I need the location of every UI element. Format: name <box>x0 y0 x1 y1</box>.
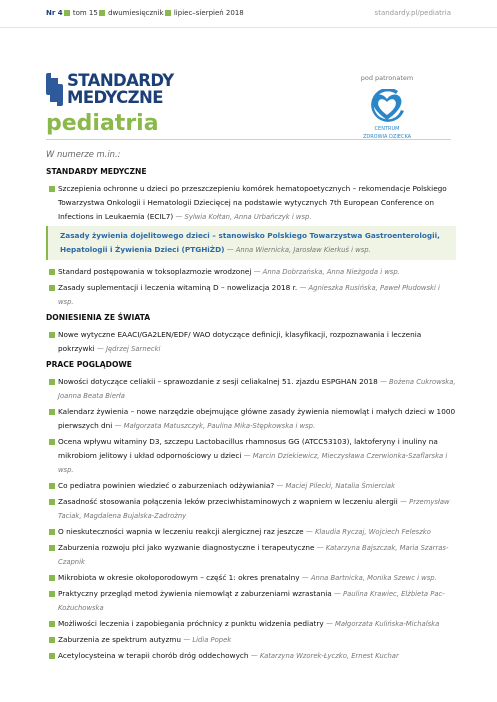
article-title: Kalendarz żywienia – nowe narzędzie obejmujące główne zasady żywienia niemowląt i małych dzieci w 1000 pierwszych dni <box>58 407 456 430</box>
article-item[interactable] <box>46 633 456 647</box>
bullet-square-icon <box>49 529 55 535</box>
article-title: Zasady suplementacji i leczenia witaminą D – nowelizacja 2018 r. <box>58 283 298 292</box>
article-title: Co pediatra powinien wiedzieć o zaburzeniach odżywiania? <box>58 481 275 490</box>
patronage-label: pod patronatem <box>360 74 414 82</box>
bullet-square-icon <box>49 621 55 627</box>
article-title: Nowe wytyczne EAACI/GA2LEN/EDF/ WAO dotyczące definicji, klasyfikacji, rozpoznawania i leczenia pokrzywki <box>58 330 422 353</box>
article-title: O nieskuteczności wapnia w leczeniu reakcji alergicznej raz jeszcze <box>58 527 304 536</box>
article-item[interactable] <box>46 435 456 477</box>
article-authors: — Katarzyna Wzorek-Łyczko, Ernest Kuchar <box>250 652 399 660</box>
centrum-zdrowia-dziecka-logo-icon <box>368 89 406 125</box>
article-item[interactable] <box>46 617 456 631</box>
article-item[interactable] <box>46 265 456 279</box>
article-title: Możliwości leczenia i zapobiegania próchnicy z punktu widzenia pediatry <box>58 619 324 628</box>
article-authors: — Marcin Dziekiewicz, Mieczysława Czerwionka-Szaflarska i wsp. <box>58 452 448 474</box>
article-title: Ocena wpływu witaminy D3, szczepu Lactobacillus rhamnosus GG (ATCC53103), laktoferyny i inuliny na mikrobiom jelitowy i układ odpornościowy u dzieci <box>58 437 438 460</box>
article-item[interactable] <box>46 587 456 615</box>
article-authors: — Paulina Krawiec, Elżbieta Pac-Kożuchowska <box>58 590 445 612</box>
logo-mark-icon <box>46 73 63 106</box>
article-item[interactable] <box>46 182 456 224</box>
article-authors: — Sylwia Kołtan, Anna Urbańczyk i wsp. <box>175 213 312 221</box>
article-authors: — Przemysław Taciak, Magdalena Bujalska-Zadrożny <box>58 498 450 520</box>
article-title: Praktyczny przegląd metod żywienia niemowląt z zaburzeniami wzrastania <box>58 589 332 598</box>
featured-article[interactable] <box>46 226 456 260</box>
issue-info <box>46 0 244 27</box>
review-articles-list <box>46 375 456 663</box>
logo-word-1: STANDARDY <box>67 71 174 90</box>
article-item[interactable] <box>46 479 456 493</box>
article-title: Acetylocysteina w terapii chorób dróg oddechowych <box>58 651 249 660</box>
contents-intro: W numerze m.in.: <box>46 149 121 159</box>
article-authors: — Małgorzata Matuszczyk, Paulina Mika-Stępkowska i wsp. <box>114 422 316 430</box>
bullet-square-icon <box>99 10 105 16</box>
bullet-square-icon <box>64 10 70 16</box>
bullet-square-icon <box>49 186 55 192</box>
article-item[interactable] <box>46 649 456 663</box>
journal-url-link[interactable]: standardy.pl/pediatria <box>374 9 451 17</box>
article-title: Standard postępowania w toksoplazmozie wrodzonej <box>58 267 252 276</box>
article-authors: — Jędrzej Sarnecki <box>97 345 161 353</box>
bullet-square-icon <box>49 499 55 505</box>
bullet-square-icon <box>49 285 55 291</box>
bullet-square-icon <box>49 483 55 489</box>
section-heading-prace-pogladowe: PRACE POGLĄDOWE <box>46 360 132 369</box>
issue-volume: tom 15 <box>72 9 98 17</box>
article-item[interactable] <box>46 541 456 569</box>
bullet-square-icon <box>49 332 55 338</box>
patronage-org-line-2: ZDROWIA DZIECKA <box>362 133 412 140</box>
featured-article-title: Zasady żywienia dojelitowego dzieci – stanowisko Polskiego Towarzystwa Gastroenterologii, Hepatologii i Żywienia Dzieci (PTGHiŻD) <box>60 231 440 254</box>
article-authors: — Bożena Cukrowska, Joanna Beata Bierła <box>58 378 456 400</box>
standardy-medyczne-logo <box>46 73 196 107</box>
article-item[interactable] <box>46 281 456 309</box>
article-authors: — Katarzyna Bajszczak, Maria Szarras-Czapnik <box>58 544 449 566</box>
bullet-square-icon <box>165 10 171 16</box>
article-item[interactable] <box>46 375 456 403</box>
journal-section-title: pediatria <box>46 111 159 136</box>
bullet-square-icon <box>49 269 55 275</box>
patronage-org-line-1: CENTRUM <box>374 126 400 132</box>
bullet-square-icon <box>49 379 55 385</box>
article-title: Zaburzenia ze spektrum autyzmu <box>58 635 182 644</box>
bullet-square-icon <box>49 439 55 445</box>
article-authors: — Anna Bartnicka, Monika Szewc i wsp. <box>301 574 437 582</box>
bullet-square-icon <box>49 591 55 597</box>
article-authors: — Małgorzata Kulińska-Michalska <box>326 620 440 628</box>
article-item[interactable] <box>46 525 456 539</box>
issue-date: lipiec–sierpień 2018 <box>173 9 244 17</box>
patronage-block <box>357 74 417 140</box>
article-authors: — Maciej Pilecki, Natalia Śmierciak <box>276 482 396 490</box>
article-title: Nowości dotyczące celiakii – sprawozdanie z sesji celiakalnej 51. zjazdu ESPGHAN 2018 <box>58 377 378 386</box>
bullet-square-icon <box>49 653 55 659</box>
featured-article-authors: — Anna Wiernicka, Jarosław Kierkuś i wsp. <box>226 246 371 254</box>
bullet-square-icon <box>49 409 55 415</box>
article-title: Zasadność stosowania połączenia leków przeciwhistaminowych z wapniem w leczeniu alergii <box>58 497 398 506</box>
article-authors: — Klaudia Ryczaj, Wojciech Feleszko <box>305 528 431 536</box>
logo-word-2: MEDYCZNE <box>67 88 163 107</box>
article-item[interactable] <box>46 405 456 433</box>
article-item[interactable] <box>46 495 456 523</box>
article-item[interactable] <box>46 571 456 585</box>
article-authors: — Lidia Popek <box>183 636 232 644</box>
section-heading-doniesienia: DONIESIENIA ZE ŚWIATA <box>46 313 151 322</box>
section-heading-standardy: STANDARDY MEDYCZNE <box>46 167 147 176</box>
article-authors: — Anna Dobrzańska, Anna Nieżgoda i wsp. <box>253 268 400 276</box>
article-title: Zaburzenia rozwoju płci jako wyzwanie diagnostyczne i terapeutyczne <box>58 543 315 552</box>
article-title: Szczepienia ochronne u dzieci po przeszczepieniu komórek hematopoetycznych – rekomendacje Polskiego Towarzystwa Onkologii i Hematologii Dziecięcej na podstawie wytycznych 7th European Conference on Infections in Leukaemia (ECIL7) <box>58 184 447 221</box>
article-authors: — Agnieszka Rusińska, Paweł Płudowski i wsp. <box>58 284 440 306</box>
journal-issue-bar <box>0 0 497 28</box>
bullet-square-icon <box>49 575 55 581</box>
article-item[interactable] <box>46 328 456 356</box>
bullet-square-icon <box>49 545 55 551</box>
issue-number: Nr 4 <box>46 9 63 17</box>
issue-frequency: dwumiesięcznik <box>108 9 164 17</box>
table-of-contents <box>46 149 456 665</box>
article-title: Mikrobiota w okresie okołoporodowym – część 1: okres prenatalny <box>58 573 300 582</box>
bullet-square-icon <box>49 637 55 643</box>
